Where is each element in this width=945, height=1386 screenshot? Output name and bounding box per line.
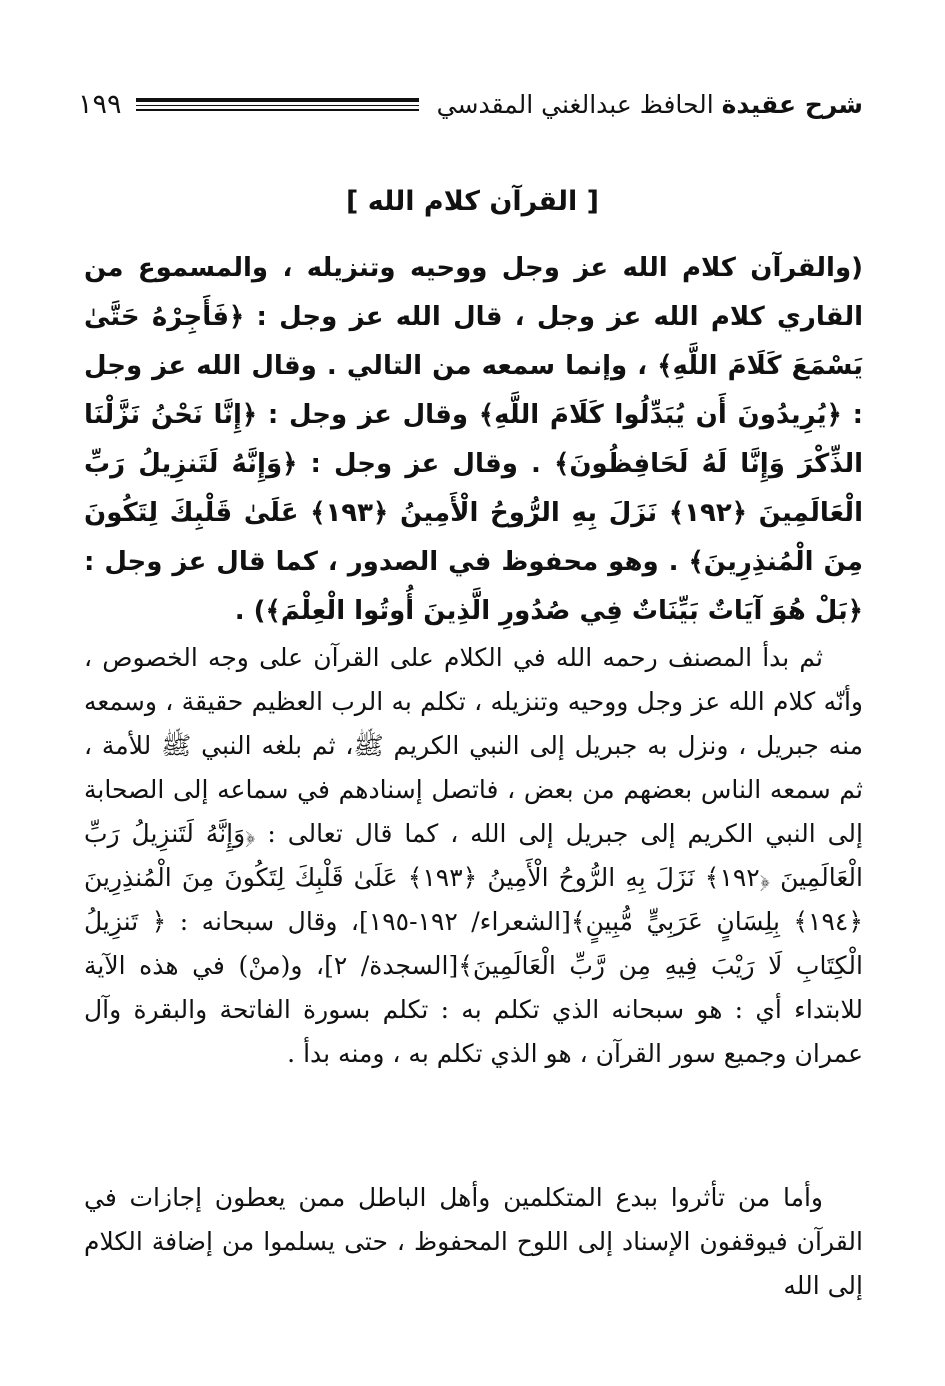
header-rule <box>136 98 419 111</box>
page-number: ١٩٩ <box>78 88 122 120</box>
running-header <box>78 82 863 126</box>
book-title-rest: الحافظ عبدالغني المقدسي <box>436 89 722 119</box>
section-heading: [ القرآن كلام الله ] <box>346 186 599 217</box>
matn-text: (والقرآن كلام الله عز وجل ووحيه وتنزيله ، والمسموع من القاري كلام الله عز وجل ، قال الله عز وجل : ﴿فَأَجِرْهُ حَتَّىٰ يَسْمَعَ كَلَامَ اللَّهِ﴾ ، وإنما سمعه من التالي . وقال الله عز وجل : ﴿يُرِيدُونَ أَن يُبَدِّلُوا كَلَامَ اللَّهِ﴾ وقال عز وجل : ﴿إِنَّا نَحْنُ نَزَّلْنَا الذِّكْرَ وَإِنَّا لَهُ لَحَافِظُونَ﴾ . وقال عز وجل : ﴿وَإِنَّهُ لَتَنزِيلُ رَبِّ الْعَالَمِينَ ﴿١٩٢﴾ نَزَلَ بِهِ الرُّوحُ الْأَمِينُ ﴿١٩٣﴾ عَلَىٰ قَلْبِكَ لِتَكُونَ مِنَ الْمُنذِرِينَ﴾ . وهو محفوظ في الصدور ، كما قال عز وجل : ﴿بَلْ هُوَ آيَاتٌ بَيِّنَاتٌ فِي صُدُورِ الَّذِينَ أُوتُوا الْعِلْمَ﴾) . <box>84 253 863 626</box>
commentary-paragraph-1: ثم بدأ المصنف رحمه الله في الكلام على القرآن على وجه الخصوص ، وأنّه كلام الله عز وجل ووحيه وتنزيله ، تكلم به الرب العظيم حقيقة ، وسمعه منه جبريل ، ونزل به جبريل إلى النبي الكريم ﷺ، ثم بلغه النبي ﷺ للأمة ، ثم سمعه الناس بعضهم من بعض ، فاتصل إسنادهم في سماعه إلى الصحابة إلى النبي الكريم إلى جبريل إلى الله ، كما قال تعالى : ﴿وَإِنَّهُ لَتَنزِيلُ رَبِّ الْعَالَمِينَ ﴿١٩٢﴾ نَزَلَ بِهِ الرُّوحُ الْأَمِينُ ﴿١٩٣﴾ عَلَىٰ قَلْبِكَ لِتَكُونَ مِنَ الْمُنذِرِينَ ﴿١٩٤﴾ بِلِسَانٍ عَرَبِيٍّ مُّبِينٍ﴾[الشعراء/ ١٩٢-١٩٥]، وقال سبحانه : ﴿ تَنزِيلُ الْكِتَابِ لَا رَيْبَ فِيهِ مِن رَّبِّ الْعَالَمِينَ﴾[السجدة/ ٢]، و(منْ) في هذه الآية للابتداء أي : هو سبحانه الذي تكلم به : تكلم بسورة الفاتحة والبقرة وآل عمران وجميع سور القرآن ، هو الذي تكلم به ، ومنه بدأ . <box>84 643 863 1068</box>
commentary-paragraph-2: وأما من تأثروا ببدع المتكلمين وأهل الباطل ممن يعطون إجازات في القرآن فيوقفون الإسناد إلى اللوح المحفوظ ، حتى يسلموا من إضافة الكلام إلى الله <box>84 1183 863 1300</box>
book-title <box>437 90 863 119</box>
book-title-bold: شرح عقيدة <box>721 89 863 119</box>
